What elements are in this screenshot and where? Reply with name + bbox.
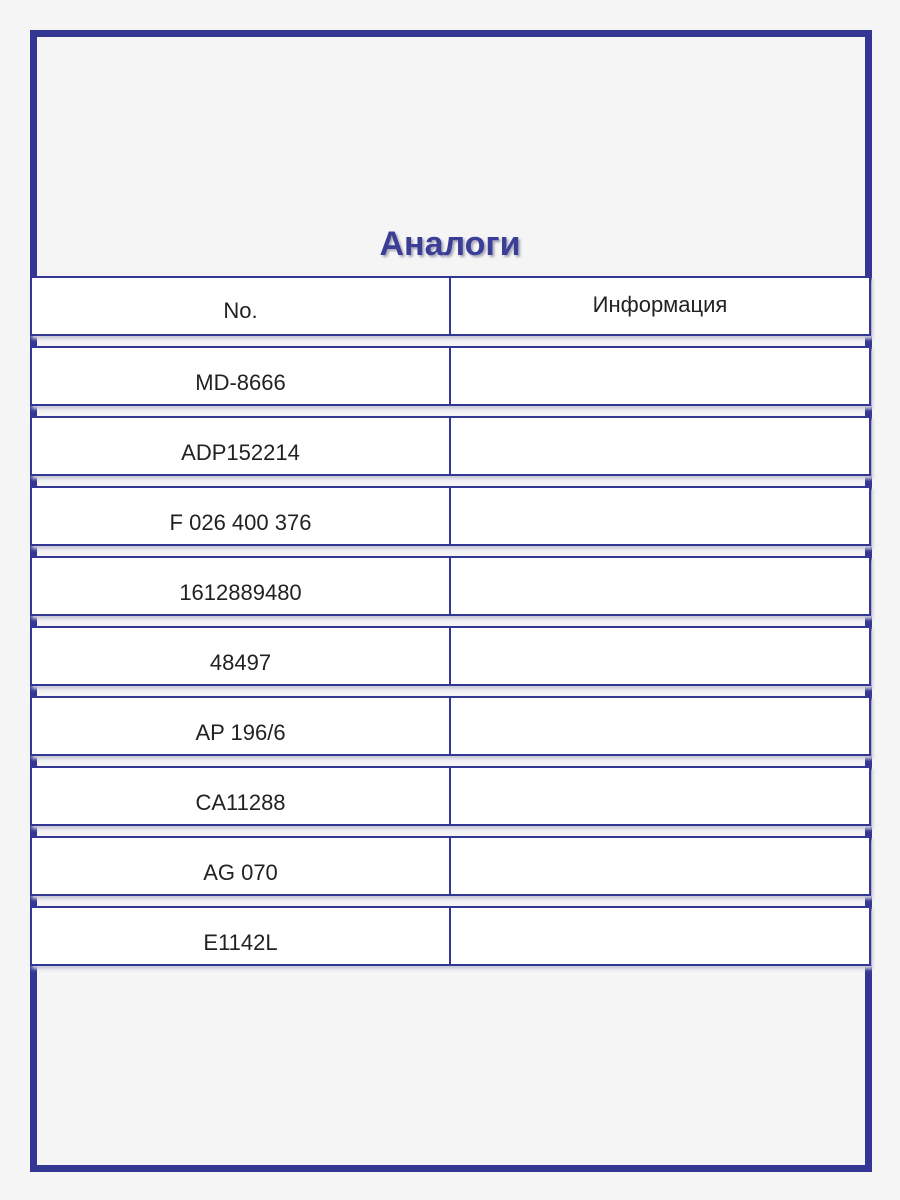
part-number-cell: 48497 <box>32 628 451 684</box>
table-row <box>30 766 871 826</box>
table-row <box>30 626 871 686</box>
part-number-cell: MD-8666 <box>32 348 451 404</box>
info-cell <box>451 348 869 404</box>
part-number-cell: CA11288 <box>32 768 451 824</box>
table-row <box>30 486 871 546</box>
page-title: Аналоги <box>379 225 521 263</box>
info-cell <box>451 558 869 614</box>
header-no: No. <box>32 278 451 334</box>
info-cell <box>451 488 869 544</box>
analogs-table <box>30 276 871 976</box>
table-row <box>30 416 871 476</box>
info-cell <box>451 628 869 684</box>
part-number-cell: E1142L <box>32 908 451 964</box>
info-cell <box>451 838 869 894</box>
table-header-row <box>30 276 871 336</box>
table-row <box>30 556 871 616</box>
table-row <box>30 346 871 406</box>
table-row <box>30 696 871 756</box>
part-number-cell: AG 070 <box>32 838 451 894</box>
info-cell <box>451 908 869 964</box>
part-number-cell: F 026 400 376 <box>32 488 451 544</box>
header-info: Информация <box>592 292 728 317</box>
info-cell <box>451 768 869 824</box>
table-row <box>30 906 871 966</box>
table-row <box>30 836 871 896</box>
info-cell <box>451 698 869 754</box>
part-number-cell: AP 196/6 <box>32 698 451 754</box>
part-number-cell: ADP152214 <box>32 418 451 474</box>
part-number-cell: 1612889480 <box>32 558 451 614</box>
info-cell <box>451 418 869 474</box>
